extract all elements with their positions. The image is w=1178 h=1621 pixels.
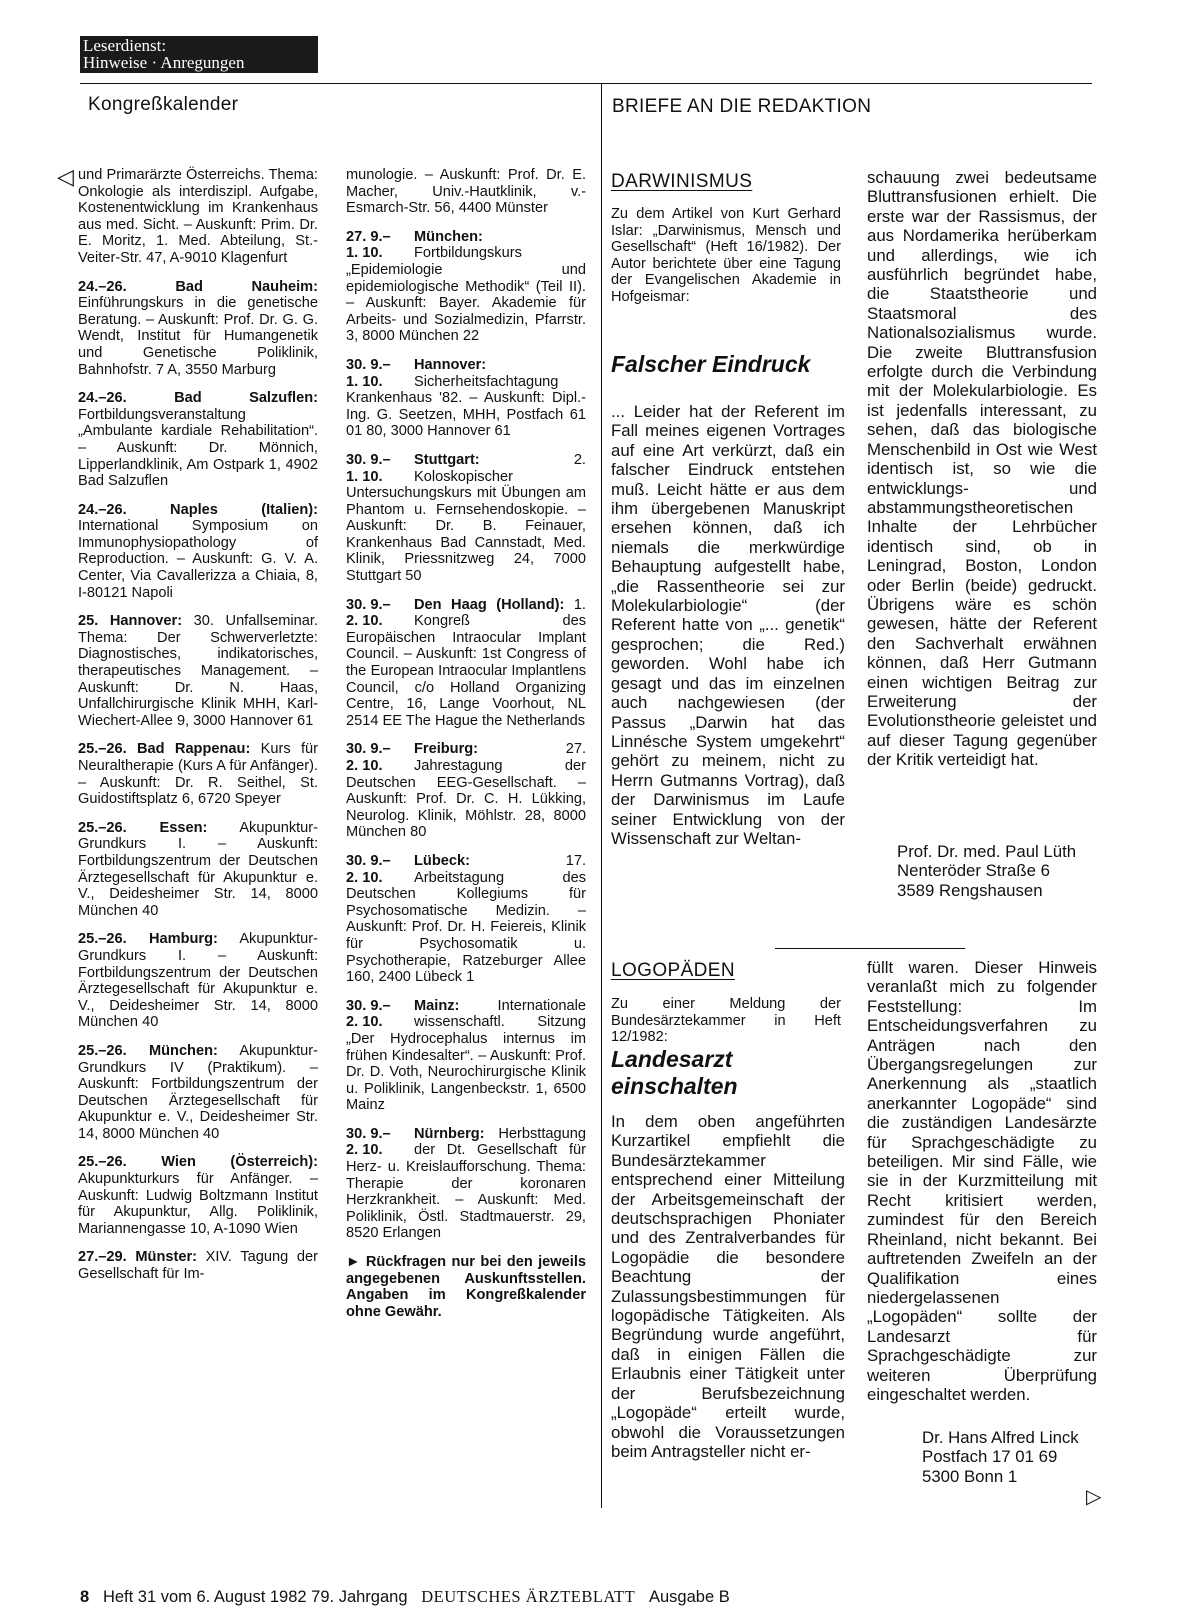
entry-place: Münster: — [135, 1249, 197, 1266]
entry-text: Herbsttagung der Dt. Gesellschaft für Herz- u. Kreislaufforschung. Thema: Therapie der koronaren Herzkrankheit. – Auskunft: Med. Poliklinik, Östl. Stadtmauerstr. 29, 8520 Erlangen — [346, 1125, 586, 1242]
congress-entry — [78, 931, 318, 1031]
entry-text: Akupunktur-Grundkurs IV (Praktikum). – Auskunft: Fortbildungszentrum der Deutschen Ärztegesellschaft für Akupunktur e. V., Deidesheimer Str. 14, 8000 München 40 — [78, 1042, 319, 1142]
letter-section-logopaeden: LOGOPÄDEN — [611, 960, 735, 981]
letter-separator — [775, 948, 965, 949]
entry-place: Nürnberg: — [414, 1125, 485, 1142]
signature-city: 3589 Rengshausen — [897, 880, 1043, 900]
entry-place: Mainz: — [414, 997, 460, 1014]
entry-date: 25.–26. — [78, 1154, 162, 1171]
disclaimer-note: ► Rückfragen nur bei den jeweils angegebenen Auskunftsstellen. Angaben im Kongreßkalender ohne Gewähr. — [346, 1254, 586, 1320]
headline-line-1: Landesarzt — [611, 1046, 733, 1072]
entry-date: 25.–26. — [78, 741, 138, 758]
congress-entries-1 — [78, 279, 318, 1283]
top-rule — [80, 83, 1092, 84]
congress-entry — [346, 452, 586, 585]
congress-entry — [78, 1249, 318, 1282]
congress-entry — [346, 597, 586, 730]
letter-headline: Falscher Eindruck — [611, 351, 811, 377]
congress-entry — [78, 502, 318, 602]
headline-line-2: einschalten — [611, 1073, 738, 1099]
entry-place: Lübeck: — [414, 852, 470, 869]
entry-date: 30. 9.– 2. 10. — [346, 596, 391, 630]
entry-date: 25.–26. — [78, 819, 160, 836]
congress-entry — [78, 279, 318, 379]
entry-date: 30. 9.– 2. 10. — [346, 852, 391, 886]
entry-date: 27. 9.– 1. 10. — [346, 228, 391, 262]
entry-text: Fortbildungsveranstaltung „Ambulante kardiale Rehabilitation“. – Auskunft: Dr. Mönnich, Lipperlandklinik, Am Ostpark 1, 4902 Bad Salzuflen — [78, 406, 318, 490]
entry-date: 30. 9.– 2. 10. — [346, 997, 391, 1031]
entry-date: 24.–26. — [78, 501, 171, 518]
entry-text: Fortbildungskurs „Epidemiologie und epidemiologische Methodik“ (Teil II). – Auskunft: Bayer. Akademie für Arbeits- und Sozialmedizin, Pfarrstr. 3, 8000 München 22 — [346, 245, 586, 345]
entry-continued: munologie. – Auskunft: Prof. Dr. E. Macher, Univ.-Hautklinik, v.-Esmarch-Str. 56, 4400 Münster — [346, 167, 586, 217]
entry-text: 17. Arbeitstagung des Deutschen Kollegiums für Psychosomatische Medizin. – Auskunft: Prof. Dr. H. Feiereis, Klinik für Psychosomatik u. Psychotherapie, Ratzeburger Allee 160, 2400 Lübeck 1 — [346, 852, 586, 986]
column-divider — [601, 83, 602, 1508]
continue-left-icon: ◁ — [57, 164, 74, 189]
entry-text: Akupunkturkurs für Anfänger. – Auskunft: Ludwig Boltzmann Institut für Akupunktur, Allg. Poliklinik, Mariannengasse 10, A-1090 Wien — [78, 1171, 318, 1237]
entry-date: 25.–26. — [78, 1042, 149, 1059]
entry-date: 30. 9.– 2. 10. — [346, 741, 391, 774]
congress-entry — [78, 613, 318, 729]
congress-column-1 — [78, 167, 318, 1295]
congress-entry — [78, 820, 318, 920]
entry-place: Bad Rappenau: — [137, 741, 251, 758]
entry-date: 24.–26. — [78, 390, 175, 407]
signature-address: Postfach 17 01 69 — [922, 1447, 1058, 1467]
letter-body-right: schauung zwei bedeutsame Bluttransfusionen erhielt. Die erste war der Rassismus, der aus Nordamerika herüberkam und allerdings, wie ich ausführlich begründet habe, die Staatstheorie und Staatsmoral des Nationalsozialismus wurde. Die zweite Bluttransfusion erfolgte durch die Verbindung mit der Molekularbiologie. Es ist jedenfalls interessant, zu sehen, daß das biologische Menschenbild in Ost wie West identisch ist, so wie die entwicklungs- und abstammungstheoretischen Inhalte der Lehrbücher identisch sind, ob in Leningrad, Boston, London oder Berlin (beide) gedruckt. Übrigens wäre es schön gewesen, hätte der Referent den Sachverhalt erwähnen können, daß Herr Gutmann einen wichtigen Beitrag zur Erweiterung der Evolutionstheorie geleistet und auf dieser Tagung gegenüber der Kritik verteidigt hat. — [867, 168, 1097, 770]
entry-place: Bad Salzuflen: — [174, 390, 319, 407]
entry-place: Bad Nauheim: — [175, 278, 318, 295]
entry-text: Einführungskurs in die genetische Beratung. – Auskunft: Prof. Dr. G. G. Wendt, Institut für Humangenetik und Genetische Poliklinik, Bahnhofstr. 7 A, 3550 Marburg — [78, 295, 318, 378]
congress-entry — [78, 1154, 318, 1237]
column-header-badge — [80, 36, 318, 73]
entry-place: Naples (Italien): — [170, 501, 318, 518]
congress-entry — [78, 741, 318, 807]
entry-date: 30. 9.– 1. 10. — [346, 356, 391, 390]
entry-place: Den Haag (Holland): — [414, 596, 565, 613]
congress-entry — [346, 998, 586, 1114]
entry-place: Wien (Österreich): — [161, 1154, 318, 1171]
congress-entry — [346, 741, 586, 841]
congress-column-2 — [346, 167, 586, 1332]
entry-place: Hannover: — [109, 613, 183, 630]
letter-body-left: ... Leider hat der Referent im Fall meines eigenen Vortrages auf eine Art verkürzt, daß ein falscher Eindruck entstehen muß. Leicht hätte er aus dem ihm übergebenen Manuskript ersehen können, daß ich niemals die merkwürdige Behauptung aufgestellt habe, „die Rassentheorie sei zur Molekularbiologie“ (der Referent hatte von „... genetik“ gesprochen; die Red.) geworden. Wohl habe ich gesagt und das im einzelnen auch nachgewiesen (der Passus „Darwin hat das Linnésche System umgekehrt“ gehört zu meinem, nicht zu Herrn Gutmanns Vortrag), daß der Darwinismus im Laufe seiner Entwicklung von der Wissenschaft zur Weltan- — [611, 402, 845, 848]
entry-text: Akupunktur-Grundkurs I. – Auskunft: Fortbildungszentrum der Deutschen Ärztegesellschaft für Akupunktur e. V., Deidesheimer Str. 14, 8000 München 40 — [78, 819, 319, 919]
entry-place: Hamburg: — [148, 931, 218, 948]
entry-text: 30. Unfallseminar. Thema: Der Schwerverletzte: Diagnostisches, indikatorisches, therapeutisches Management. – Auskunft: Dr. N. Haas, Unfallchirurgische Klinik MHH, Karl-Wiechert-Allee 9, 3000 Hannover 61 — [78, 613, 318, 729]
signature-name: Prof. Dr. med. Paul Lüth — [897, 842, 1077, 861]
letter-intro: Zu einer Meldung der Bundesärztekammer in Heft 12/1982: — [611, 996, 841, 1046]
letter-headline — [611, 1046, 738, 1100]
header-line-2: Hinweise · Anregungen — [83, 53, 245, 72]
entry-place: München: — [414, 228, 483, 245]
signature-address: Nenteröder Straße 6 — [897, 861, 1050, 881]
congress-entries-2 — [346, 229, 586, 1242]
letter-body-left: In dem oben angeführten Kurzartikel empfiehlt die Bundesärztekammer entsprechend einer Mitteilung der Arbeitsgemeinschaft der deutschsprachigen Phoniater und des Zentralverbandes für Logopädie die besondere Beachtung der Zulassungsbestimmungen für logopädische Tätigkeiten. Als Begründung wurde angeführt, daß in einigen Fällen die Erlaubnis einer Tätigkeit unter der Berufsbezeichnung „Logopäde“ erteilt wurde, obwohl die Voraussetzungen beim Antragsteller nicht er- — [611, 1112, 845, 1461]
entry-text: Akupunktur-Grundkurs I. – Auskunft: Fortbildungszentrum der Deutschen Ärztegesellschaft für Akupunktur e. V., Deidesheimer Str. 14, 8000 München 40 — [78, 931, 319, 1031]
entry-continued: und Primarärzte Österreichs. Thema: Onkologie als interdiszipl. Aufgabe, Kostenentwicklung im Krankenhaus aus med. Sicht. – Auskunft: Prim. Dr. E. Moritz, 1. Med. Abteilung, St.-Veiter-Str. 47, A-9010 Klagenfurt — [78, 167, 318, 266]
entry-text: International Symposium on Immunophysiopathology of Reproduction. – Auskunft: G. V. A. Center, Via Cavallerizza a Chiaia, 8, I-80121 Napoli — [78, 518, 318, 601]
signature-name: Dr. Hans Alfred Linck — [922, 1428, 1079, 1447]
magazine-name: DEUTSCHES ÄRZTEBLATT — [421, 1587, 636, 1606]
letter-signature — [897, 842, 1076, 900]
header-line-1: Leserdienst: — [83, 36, 167, 55]
congress-entry — [346, 357, 586, 440]
edition: Ausgabe B — [649, 1588, 730, 1606]
issue-info: Heft 31 vom 6. August 1982 79. Jahrgang — [102, 1588, 408, 1606]
letter-signature — [922, 1428, 1079, 1486]
entry-date: 30. 9.– 1. 10. — [346, 451, 391, 485]
entry-text: Kurs für Neuraltherapie (Kurs A für Anfänger). – Auskunft: Dr. R. Seithel, St. Guidostiftsplatz 6, 6720 Speyer — [78, 741, 318, 808]
letter-body-right: füllt waren. Dieser Hinweis veranlaßt mich zu folgender Feststellung: Im Entscheidungsverfahren zu Anträgen nach den Übergangsregelungen zur Anerkennung als „staatlich anerkannter Logopäde“ sind die zuständigen Landesärzte für Sprachgeschädigte zu beteiligen. Mir sind Fälle, wie sie in der Kurzmitteilung mit Recht kritisiert werden, zumindest für den Bereich Rheinland, nicht bekannt. Bei auftretenden Zweifeln an der Qualifikation eines niedergelassenen „Logopäden“ sollte der Landesarzt für Sprachgeschädigte zur weiteren Überprüfung eingeschaltet werden. — [867, 958, 1097, 1404]
entry-text: 2. Koloskopischer Untersuchungskurs mit Übungen am Phantom u. Fernsehendoskopie. – Auskunft: Dr. B. Feinauer, Krankenhaus Bad Cannstadt, Med. Klinik, Priessnitzweg 24, 7000 Stuttgart 50 — [346, 451, 586, 585]
congress-entry — [78, 1043, 318, 1143]
entry-date: 30. 9.– 2. 10. — [346, 1125, 391, 1159]
entry-date: 24.–26. — [78, 278, 176, 295]
congress-entry — [346, 853, 586, 986]
entry-place: Stuttgart: — [414, 451, 480, 468]
letter-intro: Zu dem Artikel von Kurt Gerhard Islar: „Darwinismus, Mensch und Gesellschaft“ (Heft 16/1982). Der Autor berichtete über eine Tagung der Evangelischen Akademie in Hofgeismar: — [611, 206, 841, 305]
letter-section-darwinismus: DARWINISMUS — [611, 171, 753, 192]
entry-place: Freiburg: — [414, 741, 479, 758]
entry-date: 25.–26. — [78, 931, 149, 948]
entry-text: Sicherheitsfachtagung Krankenhaus '82. – Auskunft: Dipl.-Ing. G. Seetzen, MHH, Postfach 61 01 80, 3000 Hannover 61 — [346, 373, 586, 440]
congress-entry — [346, 229, 586, 345]
entry-text: Internationale wissenschaftl. Sitzung „Der Hydrocephalus internus im frühen Kindesalter“. – Auskunft: Prof. Dr. D. Voth, Neurochirurgische Klinik u. Poliklinik, Langenbeckstr. 1, 6500 Mainz — [346, 997, 586, 1114]
section-title-briefe: BRIEFE AN DIE REDAKTION — [612, 96, 872, 117]
congress-entry — [346, 1126, 586, 1242]
entry-place: Essen: — [159, 819, 208, 836]
page-footer — [80, 1587, 730, 1607]
page-number: 8 — [80, 1588, 90, 1606]
section-title-kongresskalender: Kongreßkalender — [88, 94, 239, 115]
entry-place: Hannover: — [414, 356, 487, 373]
entry-date: 27.–29. — [78, 1249, 136, 1266]
entry-text: 27. Jahrestagung der Deutschen EEG-Gesellschaft. – Auskunft: Prof. Dr. C. H. Lükking, Neurolog. Klinik, Möhlstr. 28, 8000 München 80 — [346, 741, 586, 841]
continue-right-icon: ▷ — [1086, 1486, 1102, 1508]
congress-entry — [78, 390, 318, 490]
signature-city: 5300 Bonn 1 — [922, 1466, 1018, 1486]
entry-date: 25. — [78, 613, 110, 630]
entry-place: München: — [148, 1042, 218, 1059]
entry-text: XIV. Tagung der Gesellschaft für Im- — [78, 1249, 318, 1283]
entry-text: 1. Kongreß des Europäischen Intraocular Implant Council. – Auskunft: 1st Congress of the European Intraocular Implantlens Council, c/o Holland Organizing Centre, 16, Lange Voorhout, NL 2514 EE The Hague the Netherlands — [346, 596, 586, 729]
